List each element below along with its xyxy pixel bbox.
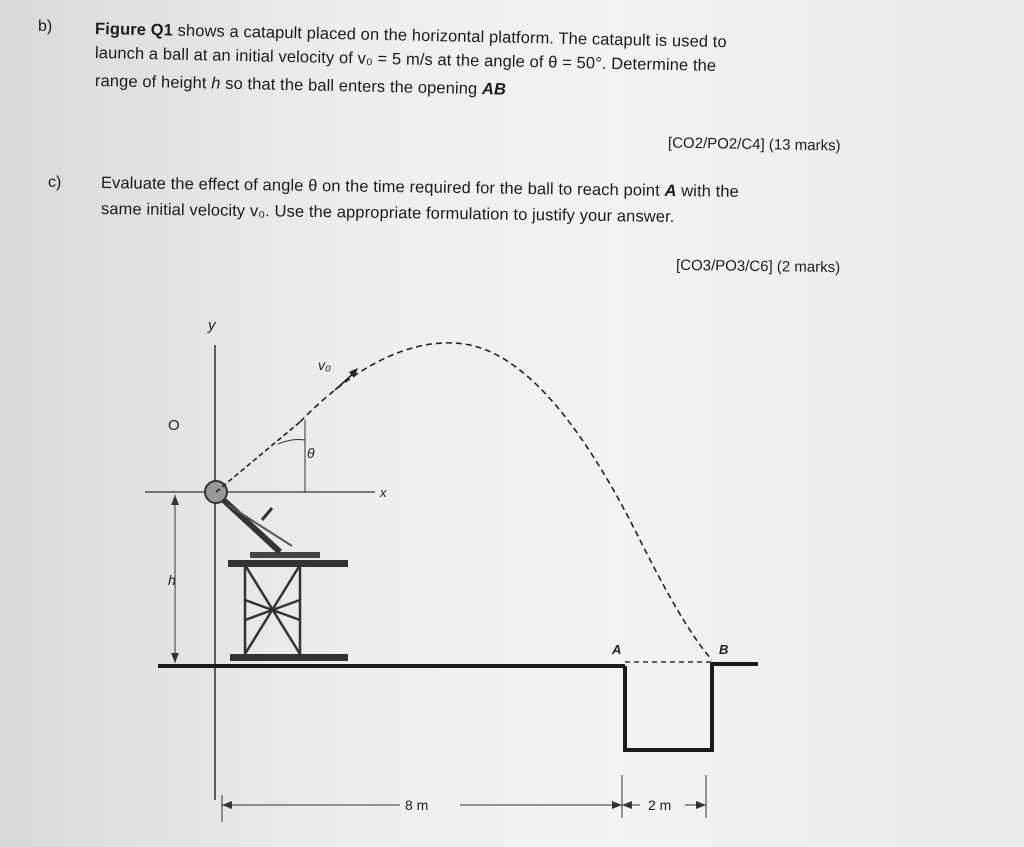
x-axis-label: x: [380, 485, 387, 500]
question-c-marks: [CO3/PO3/C6] (2 marks): [675, 256, 841, 277]
catapult-arm: [217, 494, 292, 552]
h-arrow-bottom: [171, 653, 179, 663]
v0-label: v₀: [318, 357, 331, 373]
angle-arc: [278, 440, 305, 445]
origin-label: O: [168, 417, 180, 434]
dim-2m-arrow-left: [622, 801, 632, 809]
question-c-line-1-text-2: with the: [676, 182, 740, 201]
catapult-plate-top: [250, 552, 320, 558]
height-symbol: h: [211, 74, 221, 93]
question-b-line-3-text-2: so that the ball enters the opening: [220, 74, 483, 99]
question-b-line-1-text: shows a catapult placed on the horizontal platform. The catapult is used to: [172, 21, 727, 52]
dim-8m-arrow-left: [222, 801, 232, 809]
question-c-line-2: same initial velocity v₀. Use the appropriate formulation to justify your answer.: [100, 200, 675, 227]
theta-label: θ: [307, 445, 315, 461]
dim-8m-arrow-right: [612, 801, 622, 809]
launch-line: [216, 422, 300, 492]
question-b-line-2: launch a ball at an initial velocity of v₀ = 5 m/s at the angle of θ = 50°. Determine the: [94, 44, 717, 76]
point-a-label: A: [612, 642, 622, 657]
question-b-label: b): [38, 18, 53, 35]
question-c-label: c): [48, 174, 62, 191]
dim-2m-label: 2 m: [648, 797, 672, 813]
question-b-marks: [CO2/PO2/C4] (13 marks): [667, 134, 841, 155]
dim-2m-arrow-right: [696, 801, 706, 809]
question-c-line-1-text: Evaluate the effect of angle θ on the time required for the ball to reach point: [100, 174, 665, 200]
h-label: h: [168, 572, 176, 588]
point-b-label: B: [719, 642, 729, 657]
point-a-ref: A: [664, 181, 677, 201]
dim-8m-label: 8 m: [405, 797, 429, 813]
trajectory: [300, 343, 712, 660]
question-b-line-3-text: range of height: [94, 72, 212, 93]
h-arrow-top: [171, 495, 179, 505]
opening-ab-label: AB: [481, 80, 507, 99]
pit-box: [625, 664, 712, 750]
catapult-plate: [228, 560, 348, 567]
y-axis-label: y: [208, 317, 216, 334]
scissor-lift: [245, 565, 300, 654]
figure-reference: Figure Q1: [94, 20, 174, 40]
catapult-base: [230, 654, 348, 661]
